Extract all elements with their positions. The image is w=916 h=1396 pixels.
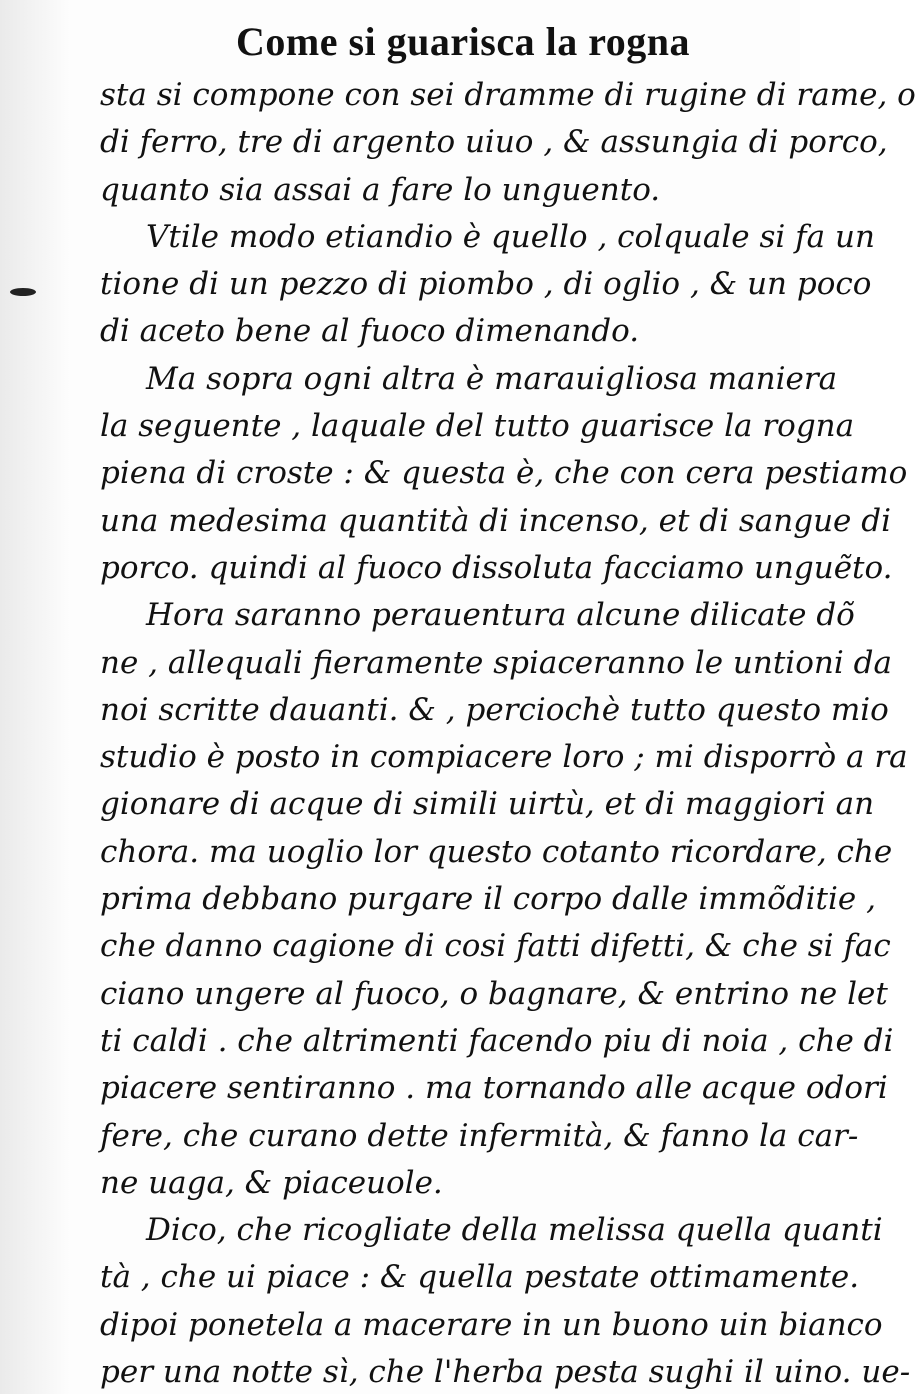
text-line: ne , allequali fieramente spiaceranno le untioni da: [100, 644, 892, 681]
text-line: Hora saranno perauentura alcune dilicate dõ: [146, 597, 855, 634]
text-line: noi scritte dauanti. & , perciochè tutto questo mio: [100, 691, 889, 728]
text-line: Vtile modo etiandio è quello , colquale si fa un: [146, 218, 875, 255]
text-line: piena di croste : & questa è, che con cera pestiamo: [100, 455, 908, 492]
text-line: Ma sopra ogni altra è marauigliosa maniera: [146, 360, 838, 397]
ink-blot-mark: [10, 288, 36, 296]
text-line: tione di un pezzo di piombo , di oglio , & un poco: [100, 266, 872, 303]
text-line: Dico, che ricogliate della melissa quella quanti: [146, 1212, 883, 1249]
text-line: gionare di acque di simili uirtù, et di maggiori an: [100, 786, 875, 823]
text-line: dipoi ponetela a macerare in un buono uin bianco: [100, 1306, 883, 1343]
text-line: di aceto bene al fuoco dimenando.: [100, 313, 640, 350]
text-line: tà , che ui piace : & quella pestate ottimamente.: [100, 1259, 860, 1296]
text-line: fere, che curano dette infermità, & fanno la car-: [100, 1117, 859, 1154]
body-text: [100, 72, 916, 1396]
text-line: quanto sia assai a fare lo unguento.: [100, 171, 661, 208]
text-line: prima debbano purgare il corpo dalle immõditie ,: [100, 881, 876, 918]
running-head: Come si guarisca la rogna: [236, 19, 690, 64]
text-line: ne uaga, & piaceuole.: [100, 1164, 443, 1201]
gutter-shadow: [0, 0, 70, 1394]
text-line: porco. quindi al fuoco dissoluta facciamo unguẽto.: [100, 549, 893, 586]
text-line: per una notte sì, che l'herba pesta sughi il uino. ue-: [100, 1354, 911, 1391]
text-line: chora. ma uoglio lor questo cotanto ricordare, che: [100, 833, 893, 870]
text-line: di ferro, tre di argento uiuo , & assungia di porco,: [100, 124, 888, 161]
text-line: sta si compone con sei dramme di rugine di rame, o: [100, 77, 916, 113]
text-line: una medesima quantità di incenso, et di sangue di: [100, 502, 892, 539]
text-line: che danno cagione di cosi fatti difetti, & che si fac: [100, 928, 891, 965]
text-line: studio è posto in compiacere loro ; mi disporrò a ra: [100, 739, 908, 776]
text-line: ti caldi . che altrimenti facendo piu di noia , che di: [100, 1022, 894, 1059]
text-line: piacere sentiranno . ma tornando alle acque odori: [100, 1070, 888, 1107]
text-line: la seguente , laquale del tutto guarisce la rogna: [100, 408, 855, 445]
text-line: ciano ungere al fuoco, o bagnare, & entrino ne let: [100, 975, 888, 1012]
